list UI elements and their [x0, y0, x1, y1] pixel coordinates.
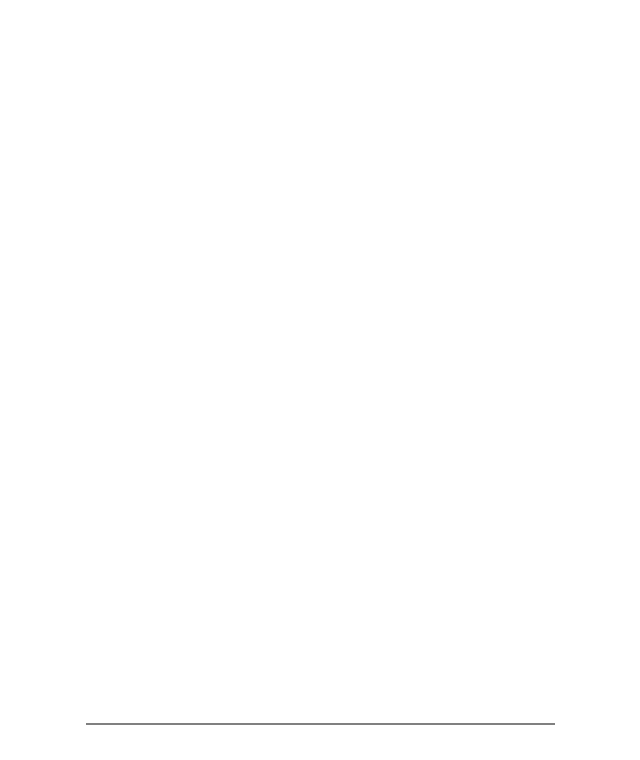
label-backdrop: [310, 1, 366, 14]
azimuth-plot: [310, 1, 366, 14]
elevation-plot: [86, 484, 555, 724]
label-backdrop: [310, 484, 366, 497]
